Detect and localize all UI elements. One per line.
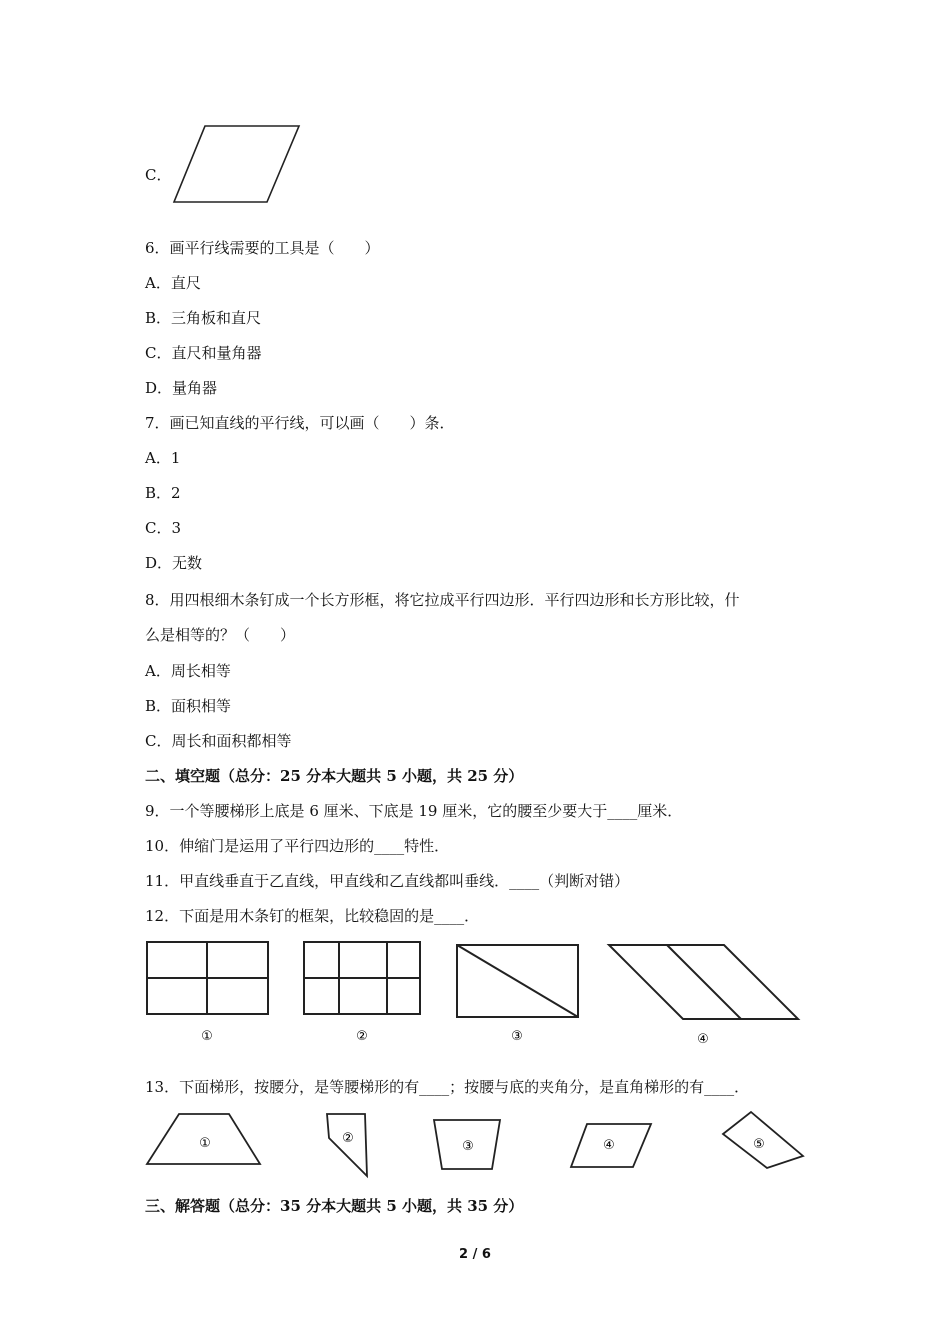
page-number: 2 / 6 <box>459 1247 491 1262</box>
parallelogram-shape <box>174 126 299 202</box>
q7-option-b: B．2 <box>145 484 181 502</box>
q6-option-b: B．三角板和直尺 <box>145 309 262 327</box>
frame-bar-slanted <box>667 945 741 1019</box>
figure-label: ① <box>199 1136 211 1151</box>
q8-option-b: B．面积相等 <box>145 697 232 715</box>
q6-stem: 6．画平行线需要的工具是（ ） <box>145 239 380 257</box>
q12-figure-3 <box>455 943 581 1050</box>
q12-figure-2 <box>302 940 422 1050</box>
figure-label: ② <box>356 1029 368 1044</box>
q5-option-c: C． <box>145 166 172 184</box>
q13-stem: 13．下面梯形，按腰分，是等腰梯形的有____；按腰与底的夹角分，是直角梯形的有____． <box>145 1078 750 1096</box>
section-2-heading: 二、填空题（总分：25 分本大题共 5 小题，共 25 分） <box>145 767 524 785</box>
q8-stem-line2: 么是相等的？（ ） <box>145 626 296 644</box>
q6-option-c: C．直尺和量角器 <box>145 344 262 362</box>
q13-figure-1 <box>145 1112 265 1168</box>
q13-figure-5 <box>721 1110 807 1172</box>
q6-option-a: A．直尺 <box>145 274 201 292</box>
figure-label: ④ <box>697 1032 709 1047</box>
figure-label: ③ <box>462 1139 474 1154</box>
frame-bar-diagonal <box>457 945 578 1017</box>
q12-stem: 12．下面是用木条钉的框架，比较稳固的是____． <box>145 907 480 925</box>
figure-label: ① <box>201 1029 213 1044</box>
q8-option-a: A．周长相等 <box>145 662 231 680</box>
q13-figure-2 <box>325 1112 371 1180</box>
q7-option-a: A．1 <box>145 449 181 467</box>
q7-option-c: C．3 <box>145 519 182 537</box>
q13-figure-3 <box>432 1118 504 1174</box>
q11-stem: 11．甲直线垂直于乙直线，甲直线和乙直线都叫垂线．____（判断对错） <box>145 872 630 890</box>
q8-stem-line1: 8．用四根细木条钉成一个长方形框，将它拉成平行四边形．平行四边形和长方形比较，什 <box>145 591 740 609</box>
q6-option-d: D．量角器 <box>145 379 218 397</box>
figure-label: ⑤ <box>753 1137 765 1152</box>
q13-figure-4 <box>569 1122 655 1172</box>
figure-label: ④ <box>603 1138 615 1153</box>
q7-stem: 7．画已知直线的平行线，可以画（ ）条． <box>145 414 455 432</box>
q5-parallelogram-figure <box>172 124 304 206</box>
q7-option-d: D．无数 <box>145 554 203 572</box>
q10-stem: 10．伸缩门是运用了平行四边形的____特性． <box>145 837 450 855</box>
q12-figure-1 <box>145 940 271 1050</box>
q12-figure-4 <box>607 943 803 1053</box>
figure-label: ② <box>342 1131 354 1146</box>
section-3-heading: 三、解答题（总分：35 分本大题共 5 小题，共 35 分） <box>145 1197 524 1215</box>
figure-label: ③ <box>511 1029 523 1044</box>
q8-option-c: C．周长和面积都相等 <box>145 732 292 750</box>
q9-stem: 9．一个等腰梯形上底是 6 厘米、下底是 19 厘米，它的腰至少要大于____厘米． <box>145 802 683 820</box>
